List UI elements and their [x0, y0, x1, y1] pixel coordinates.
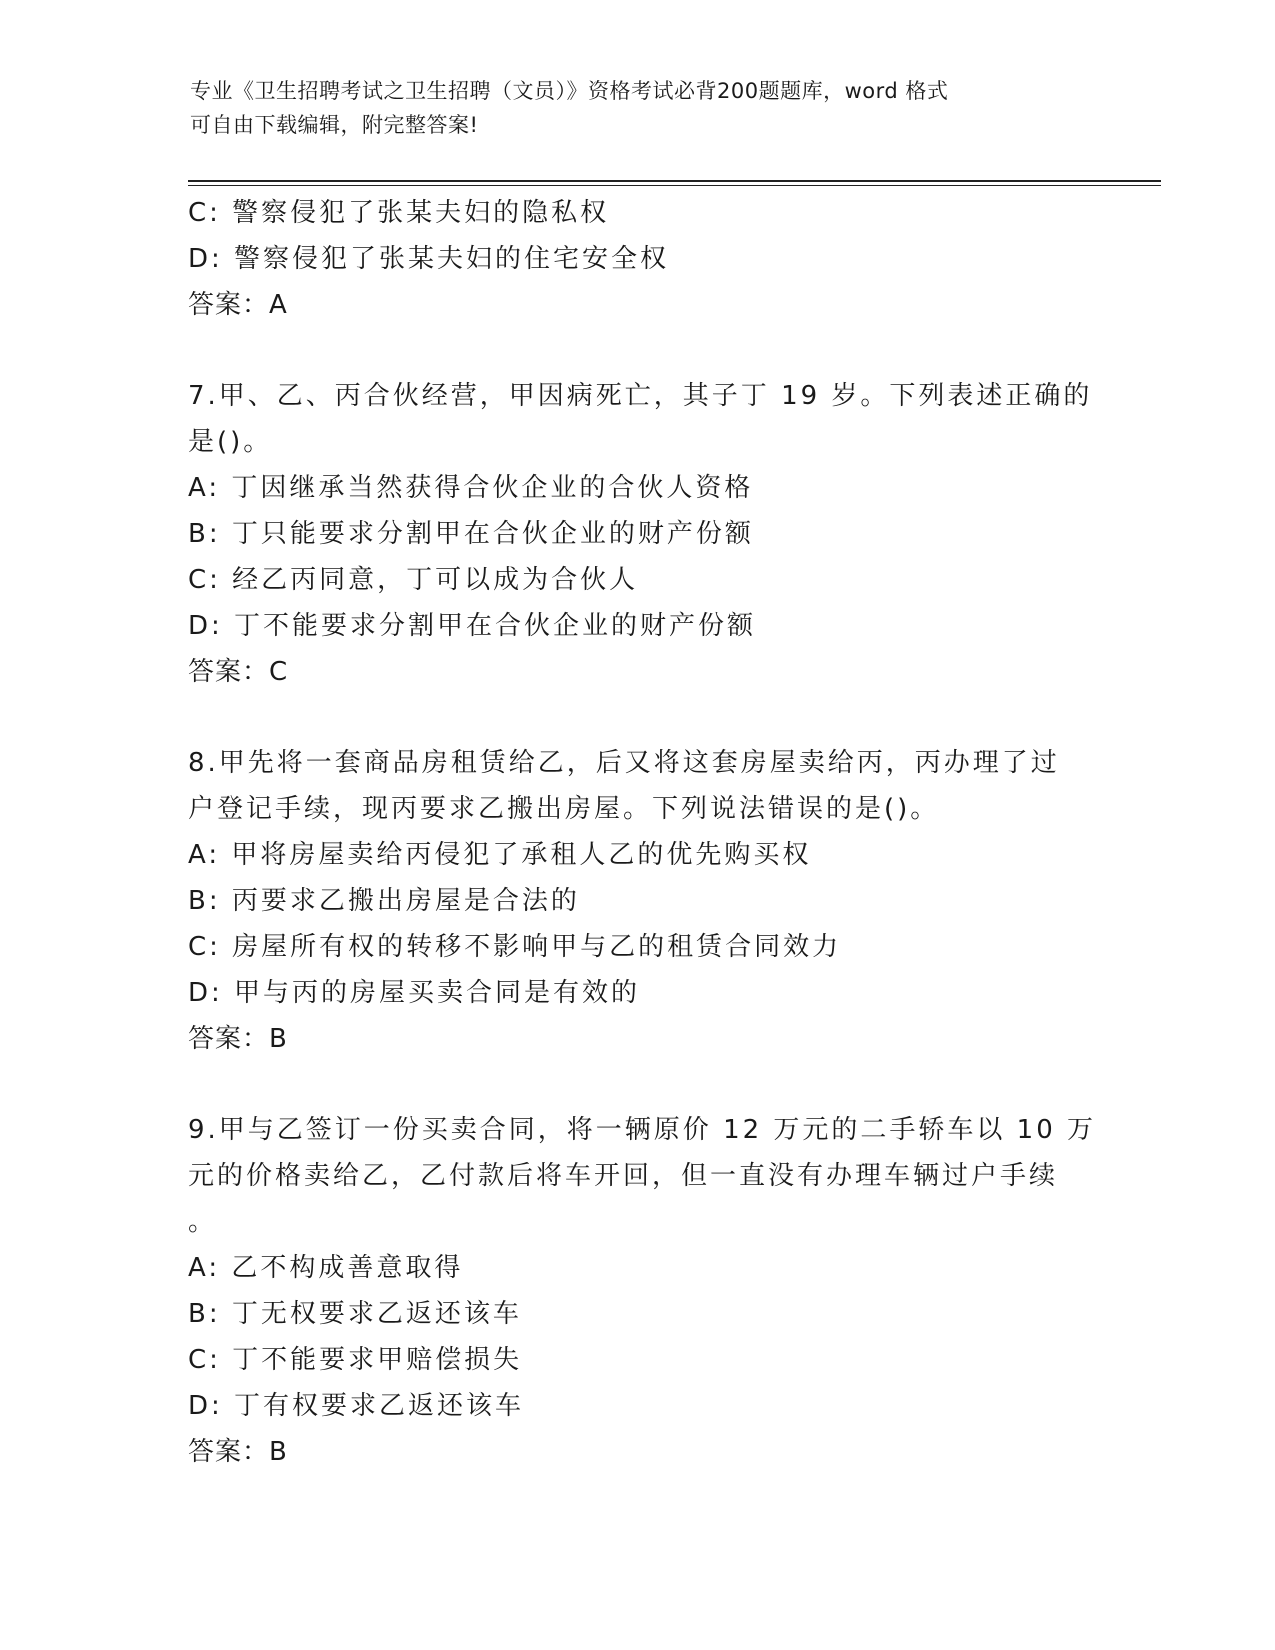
question-9 — [188, 1107, 1097, 1475]
q9-stem-line-1: 9.甲与乙签订一份买卖合同，将一辆原价 12 万元的二手轿车以 10 万 — [188, 1115, 1097, 1145]
q9-option-b: B: 丁无权要求乙返还该车 — [188, 1299, 522, 1329]
q9-option-c: C: 丁不能要求甲赔偿损失 — [188, 1345, 523, 1375]
q8-stem-line-1: 8.甲先将一套商品房租赁给乙，后又将这套房屋卖给丙，丙办理了过 — [188, 748, 1060, 778]
q7-stem-line-2: 是()。 — [188, 427, 273, 457]
question-8 — [188, 740, 1088, 1062]
q8-option-a: A: 甲将房屋卖给丙侵犯了承租人乙的优先购买权 — [188, 840, 812, 870]
q9-option-d: D: 丁有权要求乙返还该车 — [188, 1391, 525, 1421]
q7-answer: 答案：C — [188, 657, 289, 687]
header-rule-thin — [188, 185, 1161, 186]
q7-option-d: D: 丁不能要求分割甲在合伙企业的财产份额 — [188, 611, 757, 641]
question-content — [188, 190, 1097, 1475]
spacer — [188, 1062, 1088, 1107]
q8-stem-line-2: 户登记手续，现丙要求乙搬出房屋。下列说法错误的是()。 — [188, 794, 940, 824]
page-header — [190, 74, 1090, 142]
q9-stem-line-2: 元的价格卖给乙，乙付款后将车开回，但一直没有办理车辆过户手续 — [188, 1161, 1059, 1191]
q9-option-a: A: 乙不构成善意取得 — [188, 1253, 464, 1283]
q7-stem-line-1: 7.甲、乙、丙合伙经营，甲因病死亡，其子丁 19 岁。下列表述正确的 — [188, 381, 1093, 411]
q9-answer: 答案：B — [188, 1437, 288, 1467]
header-rule-thick — [188, 180, 1161, 182]
q8-answer: 答案：B — [188, 1024, 288, 1054]
q6-answer: 答案：A — [188, 290, 288, 320]
q7-option-c: C: 经乙丙同意，丁可以成为合伙人 — [188, 565, 639, 595]
q7-option-a: A: 丁因继承当然获得合伙企业的合伙人资格 — [188, 473, 754, 503]
q8-option-b: B: 丙要求乙搬出房屋是合法的 — [188, 886, 580, 916]
spacer — [188, 695, 1088, 740]
header-title-line-2: 可自由下载编辑，附完整答案! — [190, 113, 479, 137]
header-title-line-1: 专业《卫生招聘考试之卫生招聘（文员）》资格考试必背200题题库，word 格式 — [190, 79, 949, 103]
question-7 — [188, 373, 1093, 695]
q6-option-c: C: 警察侵犯了张某夫妇的隐私权 — [188, 198, 610, 228]
q8-option-c: C: 房屋所有权的转移不影响甲与乙的租赁合同效力 — [188, 932, 842, 962]
q9-stem-line-3: 。 — [188, 1207, 218, 1237]
question-6-continued — [188, 190, 1088, 328]
q8-option-d: D: 甲与丙的房屋买卖合同是有效的 — [188, 978, 641, 1008]
q6-option-d: D: 警察侵犯了张某夫妇的住宅安全权 — [188, 244, 670, 274]
q7-option-b: B: 丁只能要求分割甲在合伙企业的财产份额 — [188, 519, 754, 549]
spacer — [188, 328, 1088, 373]
